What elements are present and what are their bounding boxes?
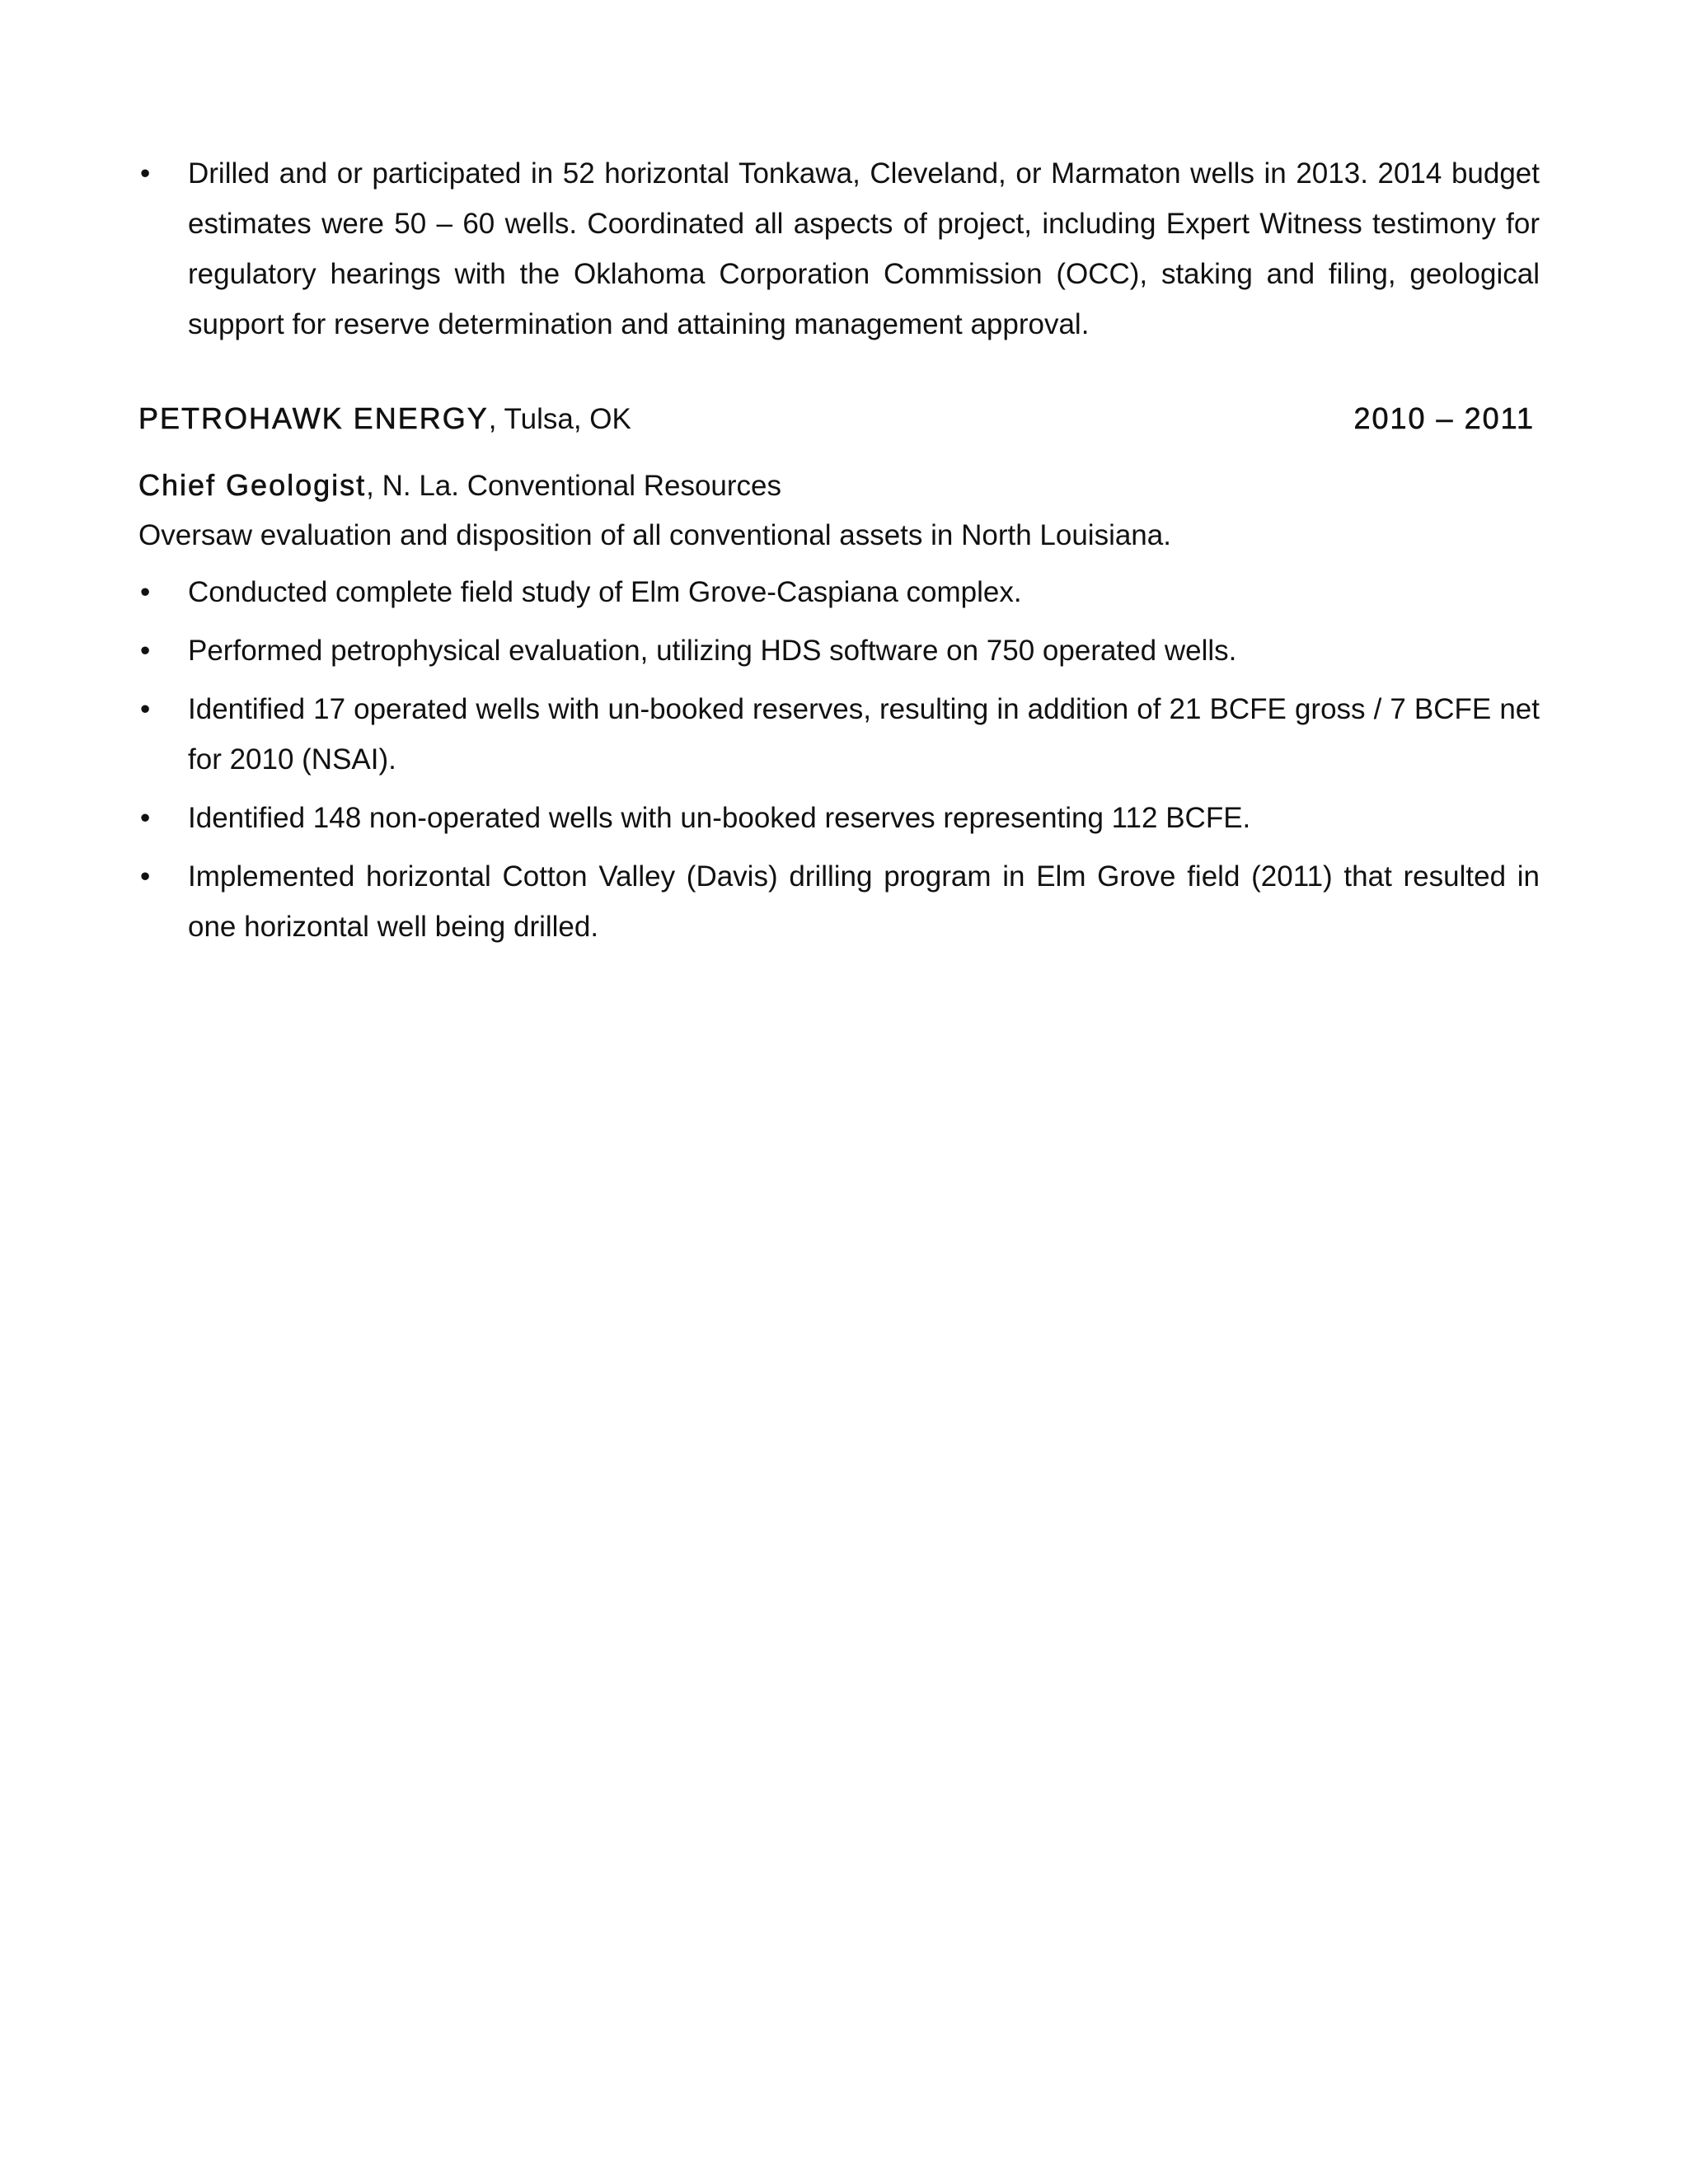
bullet-text: Implemented horizontal Cotton Valley (Davis) drilling program in Elm Grove field (2011) that resulted in one horizontal well being drilled. [188, 860, 1540, 943]
company-header [138, 394, 1540, 444]
resume-page [138, 148, 1540, 952]
bullet-text: Conducted complete field study of Elm Grove-Caspiana complex. [188, 576, 1022, 608]
bullet-text: Performed petrophysical evaluation, utilizing HDS software on 750 operated wells. [188, 635, 1237, 667]
employment-dates: 2010 – 2011 [1353, 401, 1535, 435]
bullet-icon: • [140, 693, 151, 725]
list-item [138, 626, 1540, 676]
company-name: PETROHAWK ENERGY [138, 401, 489, 435]
bullet-text: Identified 148 non-operated wells with un-booked reserves representing 112 BCFE. [188, 802, 1251, 834]
bullet-icon: • [140, 157, 151, 190]
bullet-icon: • [140, 635, 151, 667]
role-summary: Oversaw evaluation and disposition of all conventional assets in North Louisiana. [138, 519, 1171, 551]
bullet-icon: • [140, 860, 151, 893]
job-division: , N. La. Conventional Resources [366, 470, 782, 502]
previous-role-bullet-list [138, 148, 1540, 349]
list-item [138, 684, 1540, 785]
bullet-icon: • [140, 802, 151, 834]
role-line [138, 461, 1540, 511]
list-item [138, 851, 1540, 952]
company-location: , Tulsa, OK [488, 403, 631, 435]
bullet-icon: • [140, 576, 151, 608]
petrohawk-bullet-list [138, 567, 1540, 952]
bullet-text: Identified 17 operated wells with un-booked reserves, resulting in addition of 21 BCFE gross / 7 BCFE net for 2010 (NSAI). [188, 693, 1540, 776]
bullet-text: Drilled and or participated in 52 horizontal Tonkawa, Cleveland, or Marmaton wells in 2013. 2014 budget estimates were 50 – 60 wells. Coordinated all aspects of project, including Expert Witness testimony for regulatory hearings with the Oklahoma Corporation Commission (OCC), staking and filing, geological support for reserve determination and attaining management approval. [188, 157, 1540, 340]
list-item [138, 567, 1540, 617]
list-item [138, 793, 1540, 843]
job-title: Chief Geologist [138, 468, 367, 502]
list-item [138, 148, 1540, 349]
company-line [138, 394, 631, 444]
